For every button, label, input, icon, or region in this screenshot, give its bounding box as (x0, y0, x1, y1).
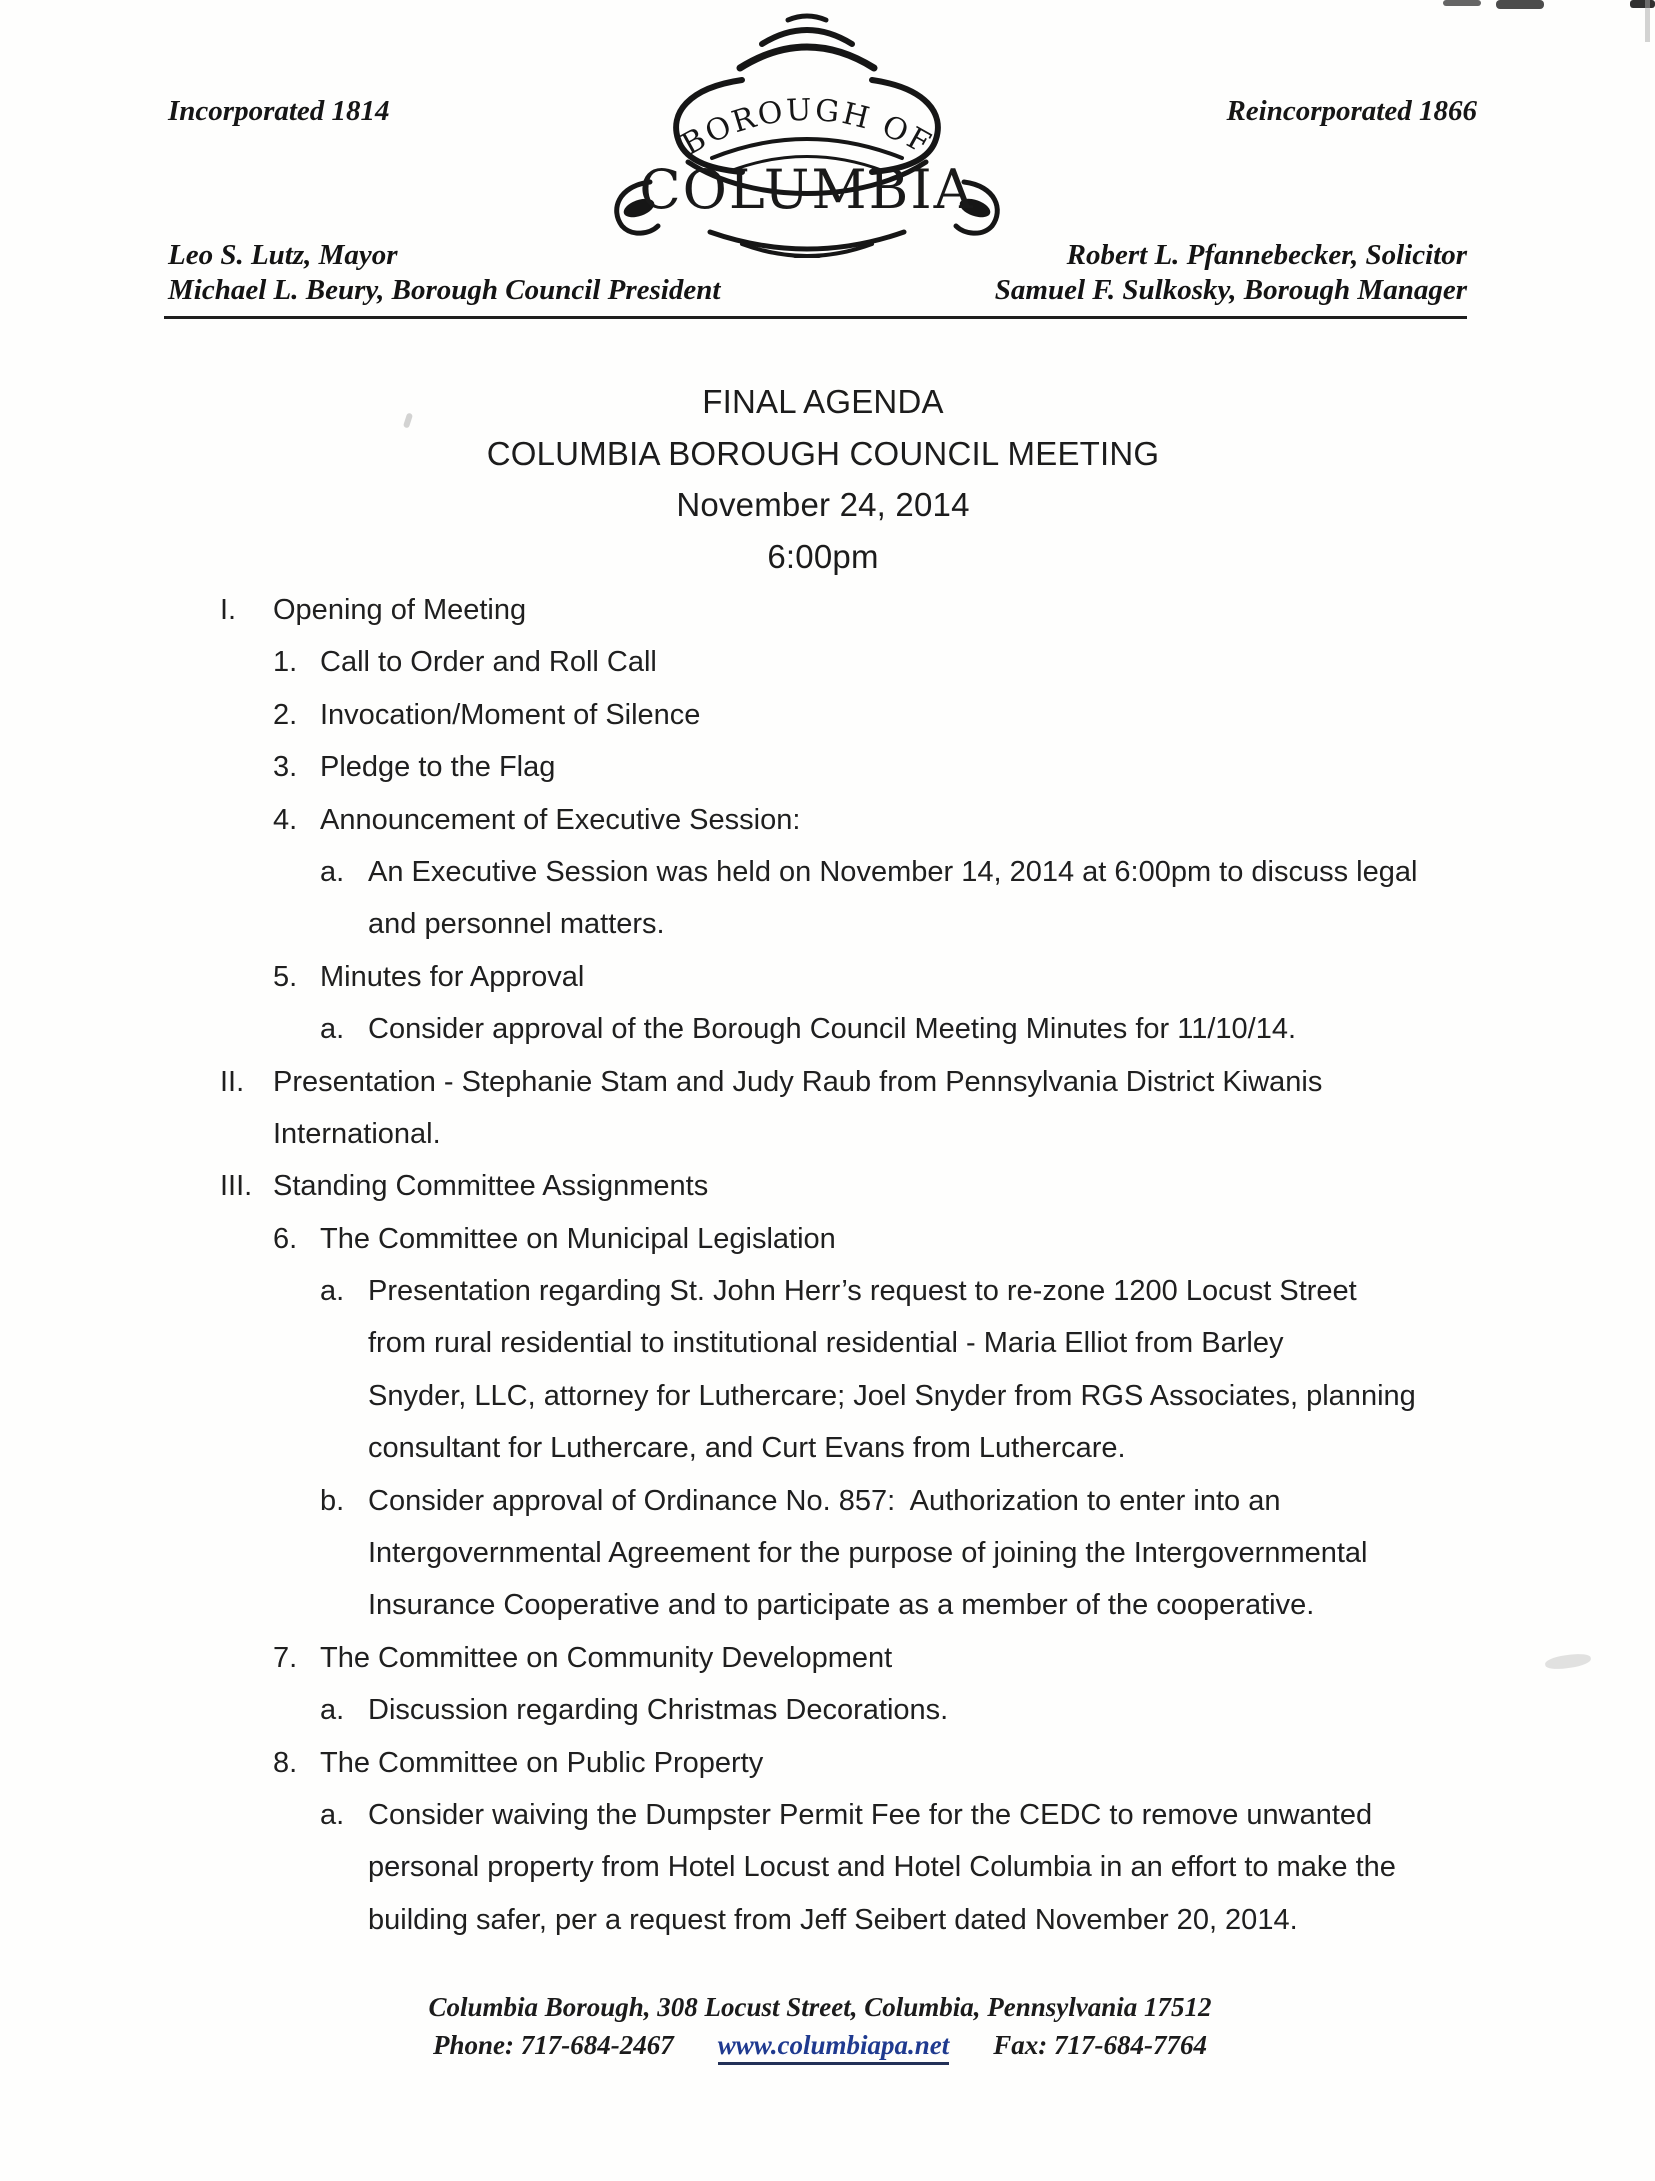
agenda-text: Pledge to the Flag (320, 751, 556, 784)
scan-artifact (1645, 0, 1650, 42)
agenda-line (0, 1003, 1655, 1055)
agenda-line (0, 636, 1655, 688)
agenda-marker: 3. (273, 751, 298, 784)
agenda-text: Announcement of Executive Session: (320, 803, 801, 836)
agenda-text: An Executive Session was held on November 14, 2014 at 6:00pm to discuss legal (368, 855, 1418, 888)
agenda-line (0, 1160, 1655, 1212)
agenda-marker: 7. (273, 1641, 298, 1674)
agenda-text: Intergovernmental Agreement for the purpose of joining the Intergovernmental (368, 1537, 1368, 1570)
agenda-text: Opening of Meeting (273, 594, 527, 626)
agenda-marker: III. (220, 1170, 253, 1203)
agenda-marker: a. (320, 1798, 345, 1831)
agenda-line (0, 1737, 1655, 1789)
agenda-marker: 8. (273, 1746, 298, 1779)
footer-contact-line (0, 2030, 1640, 2065)
agenda-text: International. (273, 1117, 441, 1150)
agenda-line (0, 794, 1655, 846)
scan-artifact (1496, 0, 1544, 9)
agenda-marker: a. (320, 1275, 345, 1308)
agenda-line (0, 1475, 1655, 1527)
logo-main-text: COLUMBIA (639, 158, 975, 221)
agenda-line (0, 1894, 1655, 1946)
council-president-line: Michael L. Beury, Borough Council President (168, 274, 721, 306)
agenda-list (0, 584, 1655, 1946)
agenda-line (0, 1579, 1655, 1631)
agenda-marker: 5. (273, 960, 298, 993)
doc-title: FINAL AGENDA (702, 383, 944, 420)
agenda-text: Invocation/Moment of Silence (320, 698, 701, 731)
borough-of-columbia-logo (592, 8, 1022, 258)
agenda-line (0, 741, 1655, 793)
solicitor-line: Robert L. Pfannebecker, Solicitor (1066, 239, 1467, 271)
agenda-marker: 4. (273, 803, 298, 836)
agenda-text: Consider approval of the Borough Council Meeting Minutes for 11/10/14. (368, 1013, 1297, 1046)
agenda-line (0, 898, 1655, 950)
agenda-line (0, 689, 1655, 741)
scan-artifact (1630, 0, 1655, 8)
borough-manager-line: Samuel F. Sulkosky, Borough Manager (994, 274, 1467, 306)
agenda-line (0, 1213, 1655, 1265)
meeting-date: November 24, 2014 (676, 486, 970, 524)
scan-artifact (1443, 0, 1481, 6)
agenda-text: Consider waiving the Dumpster Permit Fee for the CEDC to remove unwanted (368, 1798, 1373, 1831)
agenda-marker: 6. (273, 1222, 298, 1255)
agenda-line (0, 1684, 1655, 1736)
meeting-time: 6:00pm (767, 538, 879, 576)
footer-phone: Phone: 717-684-2467 (433, 2030, 674, 2060)
officials-left (168, 238, 720, 308)
agenda-text: Minutes for Approval (320, 960, 585, 993)
footer-fax: Fax: 717-684-7764 (993, 2030, 1207, 2060)
agenda-line (0, 1632, 1655, 1684)
agenda-line (0, 1108, 1655, 1160)
agenda-line (0, 1841, 1655, 1893)
agenda-text: and personnel matters. (368, 908, 665, 941)
meeting-name: COLUMBIA BOROUGH COUNCIL MEETING (486, 434, 1160, 472)
agenda-text: Call to Order and Roll Call (320, 646, 657, 679)
agenda-text: The Committee on Municipal Legislation (320, 1222, 836, 1255)
agenda-text: Presentation - Stephanie Stam and Judy Raub from Pennsylvania District Kiwanis (273, 1065, 1323, 1098)
agenda-line (0, 1056, 1655, 1108)
footer (0, 1992, 1640, 2065)
mayor-line: Leo S. Lutz, Mayor (168, 239, 398, 271)
officials-right (960, 238, 1467, 308)
header-divider (164, 316, 1467, 319)
agenda-text: personal property from Hotel Locust and Hotel Columbia in an effort to make the (368, 1851, 1396, 1884)
agenda-text: building safer, per a request from Jeff Seibert dated November 20, 2014. (368, 1903, 1298, 1936)
agenda-text: The Committee on Community Development (320, 1641, 893, 1674)
agenda-marker: a. (320, 1013, 345, 1046)
logo-arc-text: BOROUGH OF (675, 92, 939, 163)
agenda-marker: 2. (273, 698, 298, 731)
title-block (0, 376, 1646, 583)
agenda-text: Discussion regarding Christmas Decorations. (368, 1694, 949, 1727)
agenda-line (0, 1370, 1655, 1422)
reincorporated-1866-label: Reincorporated 1866 (1226, 95, 1477, 127)
website-link[interactable]: www.columbiapa.net (718, 2030, 950, 2065)
agenda-marker: a. (320, 1694, 345, 1727)
agenda-line (0, 1789, 1655, 1841)
agenda-line (0, 1317, 1655, 1369)
agenda-marker: a. (320, 855, 345, 888)
footer-address: Columbia Borough, 308 Locust Street, Columbia, Pennsylvania 17512 (428, 1992, 1212, 2022)
agenda-line (0, 951, 1655, 1003)
agenda-text: Insurance Cooperative and to participate as a member of the cooperative. (368, 1589, 1315, 1622)
agenda-line (0, 1265, 1655, 1317)
agenda-line (0, 1527, 1655, 1579)
agenda-text: consultant for Luthercare, and Curt Evans from Luthercare. (368, 1432, 1126, 1465)
agenda-text: Snyder, LLC, attorney for Luthercare; Joel Snyder from RGS Associates, planning (368, 1379, 1416, 1412)
agenda-text: The Committee on Public Property (320, 1746, 764, 1779)
agenda-marker: b. (320, 1484, 345, 1517)
agenda-marker: I. (220, 594, 237, 626)
agenda-line (0, 584, 1655, 636)
agenda-marker: 1. (273, 646, 298, 679)
agenda-text: Presentation regarding St. John Herr’s request to re-zone 1200 Locust Street (368, 1275, 1357, 1308)
agenda-text: from rural residential to institutional residential - Maria Elliot from Barley (368, 1327, 1284, 1360)
agenda-text: Consider approval of Ordinance No. 857: Authorization to enter into an (368, 1484, 1281, 1517)
incorporated-1814-label: Incorporated 1814 (168, 95, 390, 127)
agenda-text: Standing Committee Assignments (273, 1170, 709, 1203)
agenda-line (0, 1422, 1655, 1474)
agenda-marker: II. (220, 1065, 245, 1098)
agenda-line (0, 846, 1655, 898)
